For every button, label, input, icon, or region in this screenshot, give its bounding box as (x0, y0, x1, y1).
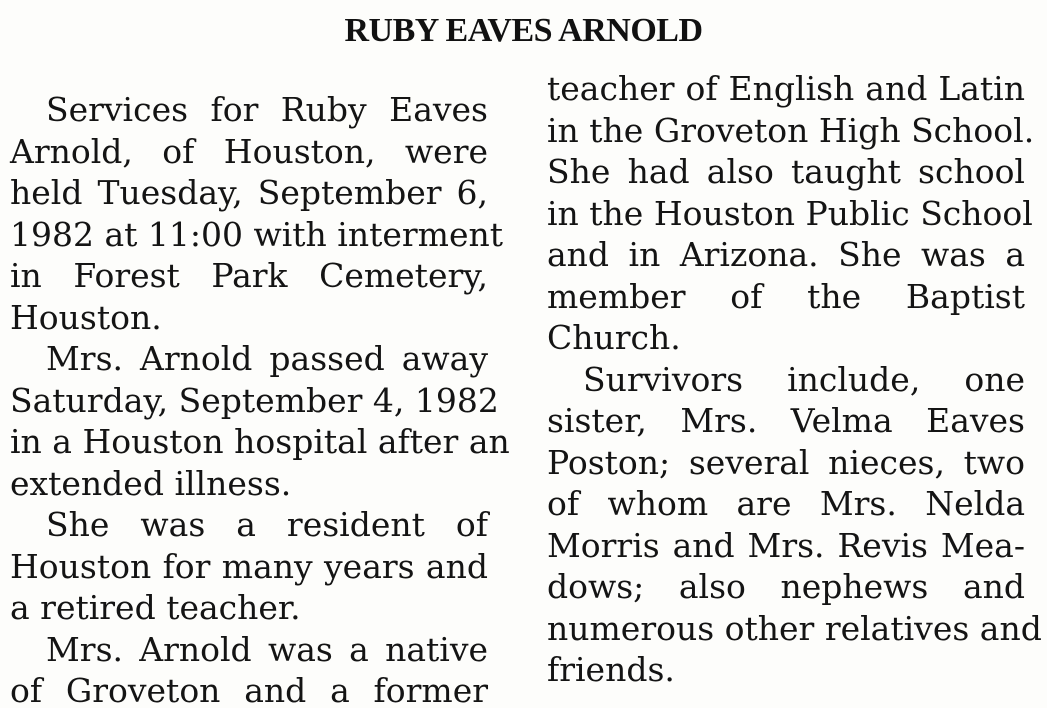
text-line: teacher of English and Latin (547, 69, 1025, 108)
text-line: sister, Mrs. Velma Eaves (547, 401, 1025, 440)
right-column (547, 68, 1042, 691)
text-line: Poston; several nieces, two (547, 442, 1025, 482)
text-line: Saturday, September 4, 1982 (10, 380, 499, 420)
text-line: a retired teacher. (10, 588, 301, 627)
text-line: numerous other relatives and (547, 608, 1042, 648)
text-line: held Tuesday, September 6, (10, 173, 488, 212)
text-line: Houston for many years and (10, 546, 488, 586)
text-line: in Forest Park Cemetery, (10, 256, 488, 295)
text-line: friends. (547, 650, 675, 689)
text-line: dows; also nephews and (547, 567, 1025, 606)
text-line: Morris and Mrs. Revis Mea- (547, 525, 1025, 565)
text-line: of whom are Mrs. Nelda (547, 484, 1025, 523)
text-line: Mrs. Arnold passed away (46, 339, 488, 378)
text-line: She had also taught school (547, 152, 1025, 191)
text-line: and in Arizona. She was a (547, 235, 1025, 274)
obituary-title: RUBY EAVES ARNOLD (344, 12, 703, 49)
text-line: Houston. (10, 297, 162, 337)
text-line: Arnold, of Houston, were (10, 131, 488, 171)
text-line: She was a resident of (46, 505, 488, 544)
text-line: Church. (547, 318, 681, 357)
text-line: in the Houston Public School (547, 193, 1033, 233)
left-column (10, 89, 510, 708)
text-line: 1982 at 11:00 with interment (10, 214, 504, 254)
text-line: in a Houston hospital after an (10, 422, 510, 461)
text-line: of Groveton and a former (10, 671, 488, 708)
text-line: Survivors include, one (583, 359, 1025, 399)
text-line: in the Groveton High School. (547, 110, 1035, 150)
text-line: member of the Baptist (547, 276, 1025, 316)
text-line: extended illness. (10, 463, 292, 503)
text-line: Mrs. Arnold was a native (46, 629, 488, 669)
text-line: Services for Ruby Eaves (46, 90, 488, 129)
